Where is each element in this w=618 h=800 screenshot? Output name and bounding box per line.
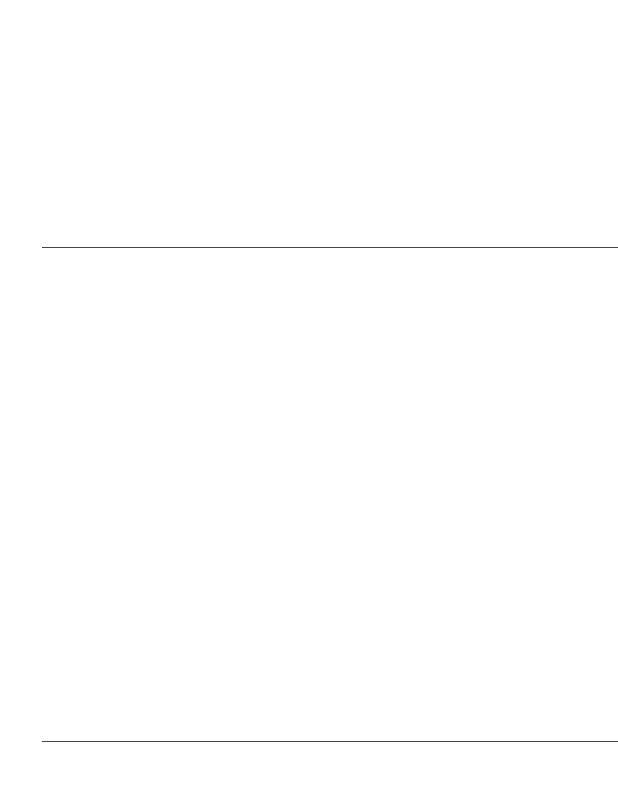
- footer-divider: [42, 741, 618, 742]
